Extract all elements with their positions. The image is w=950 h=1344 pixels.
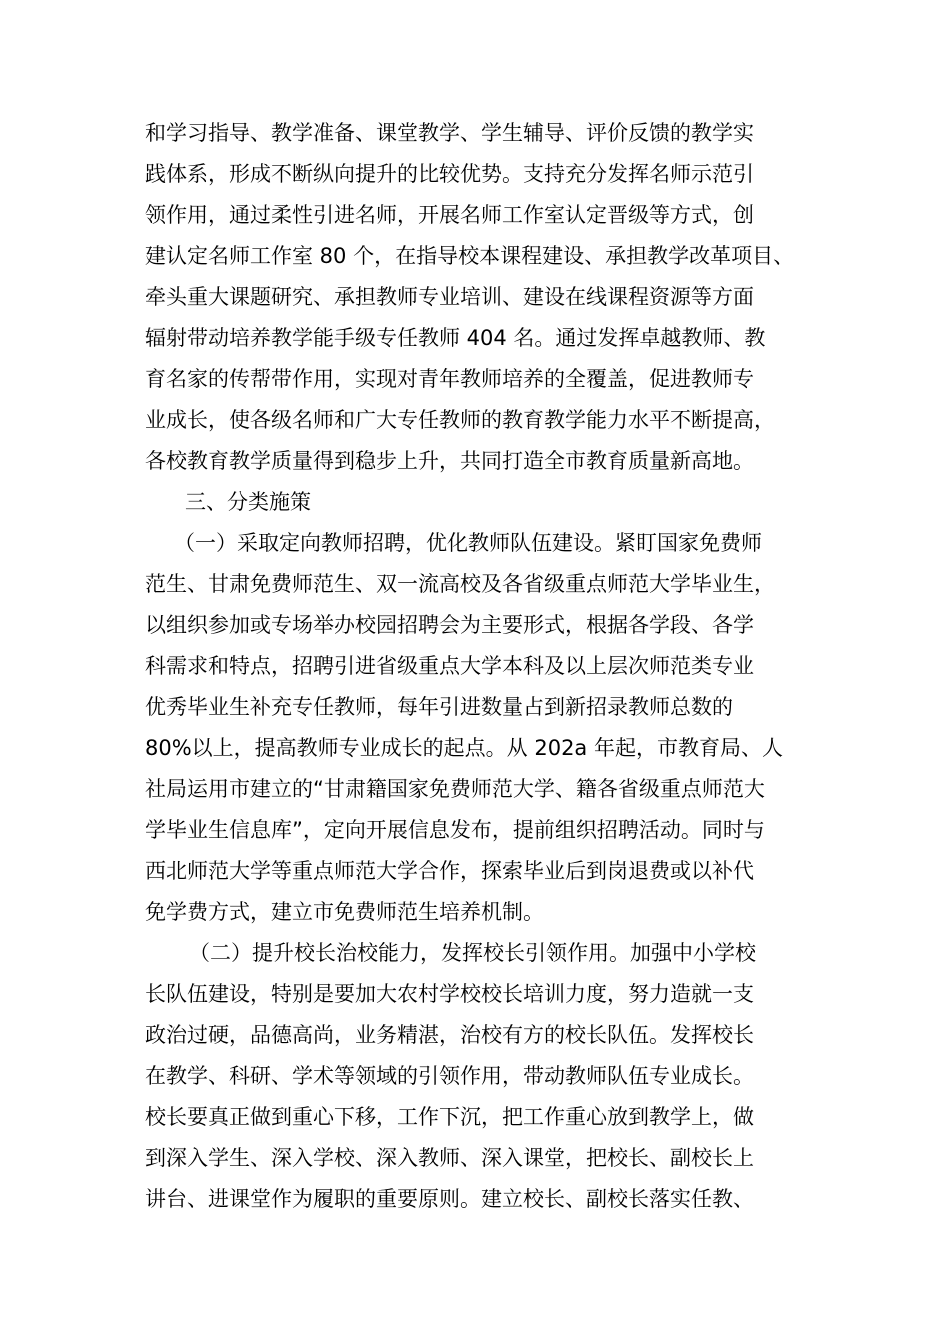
paragraph-line: 讲台、进课堂作为履职的重要原则。建立校长、副校长落实任教、: [145, 1187, 754, 1211]
paragraph-line: 业成长，使各级名师和广大专任教师的教育教学能力水平不断提高，: [145, 408, 775, 432]
paragraph-line: 免学费方式，建立市免费师范生培养机制。: [145, 900, 544, 924]
paragraph-line: 领作用，通过柔性引进名师，开展名师工作室认定晋级等方式，创: [145, 203, 754, 227]
paragraph-line: 和学习指导、教学准备、课堂教学、学生辅导、评价反馈的教学实: [145, 121, 754, 145]
paragraph-line: 80%以上，提高教师专业成长的起点。从 202a 年起，市教育局、人: [145, 736, 783, 760]
paragraph-line: 践体系，形成不断纵向提升的比较优势。支持充分发挥名师示范引: [145, 162, 754, 186]
paragraph-line: 在教学、科研、学术等领域的引领作用，带动教师队伍专业成长。: [145, 1064, 754, 1088]
section-heading: 三、分类施策: [185, 490, 311, 514]
paragraph-line: （一）采取定向教师招聘，优化教师队伍建设。紧盯国家免费师: [174, 531, 762, 555]
paragraph-line: （二）提升校长治校能力，发挥校长引领作用。加强中小学校: [189, 941, 756, 965]
paragraph-line: 以组织参加或专场举办校园招聘会为主要形式，根据各学段、各学: [145, 613, 754, 637]
paragraph-line: 到深入学生、深入学校、深入教师、深入课堂，把校长、副校长上: [145, 1146, 754, 1170]
paragraph-line: 科需求和特点，招聘引进省级重点大学本科及以上层次师范类专业: [145, 654, 754, 678]
paragraph-line: 政治过硬，品德高尚，业务精湛，治校有方的校长队伍。发挥校长: [145, 1023, 754, 1047]
paragraph-line: 社局运用市建立的“甘肃籍国家免费师范大学、籍各省级重点师范大: [145, 777, 765, 801]
paragraph-line: 西北师范大学等重点师范大学合作，探索毕业后到岗退费或以补代: [145, 859, 754, 883]
paragraph-line: 学毕业生信息库”，定向开展信息发布，提前组织招聘活动。同时与: [145, 818, 765, 842]
paragraph-line: 校长要真正做到重心下移，工作下沉，把工作重心放到教学上，做: [145, 1105, 754, 1129]
paragraph-line: 范生、甘肃免费师范生、双一流高校及各省级重点师范大学毕业生，: [145, 572, 775, 596]
paragraph-line: 优秀毕业生补充专任教师，每年引进数量占到新招录教师总数的: [145, 695, 733, 719]
paragraph-line: 建认定名师工作室 80 个，在指导校本课程建设、承担教学改革项目、: [145, 244, 795, 268]
paragraph-line: 长队伍建设，特别是要加大农村学校校长培训力度，努力造就一支: [145, 982, 754, 1006]
paragraph-line: 育名家的传帮带作用，实现对青年教师培养的全覆盖，促进教师专: [145, 367, 754, 391]
paragraph-line: 辐射带动培养教学能手级专任教师 404 名。通过发挥卓越教师、教: [145, 326, 766, 350]
paragraph-line: 各校教育教学质量得到稳步上升，共同打造全市教育质量新高地。: [145, 449, 754, 473]
paragraph-line: 牵头重大课题研究、承担教师专业培训、建设在线课程资源等方面: [145, 285, 754, 309]
